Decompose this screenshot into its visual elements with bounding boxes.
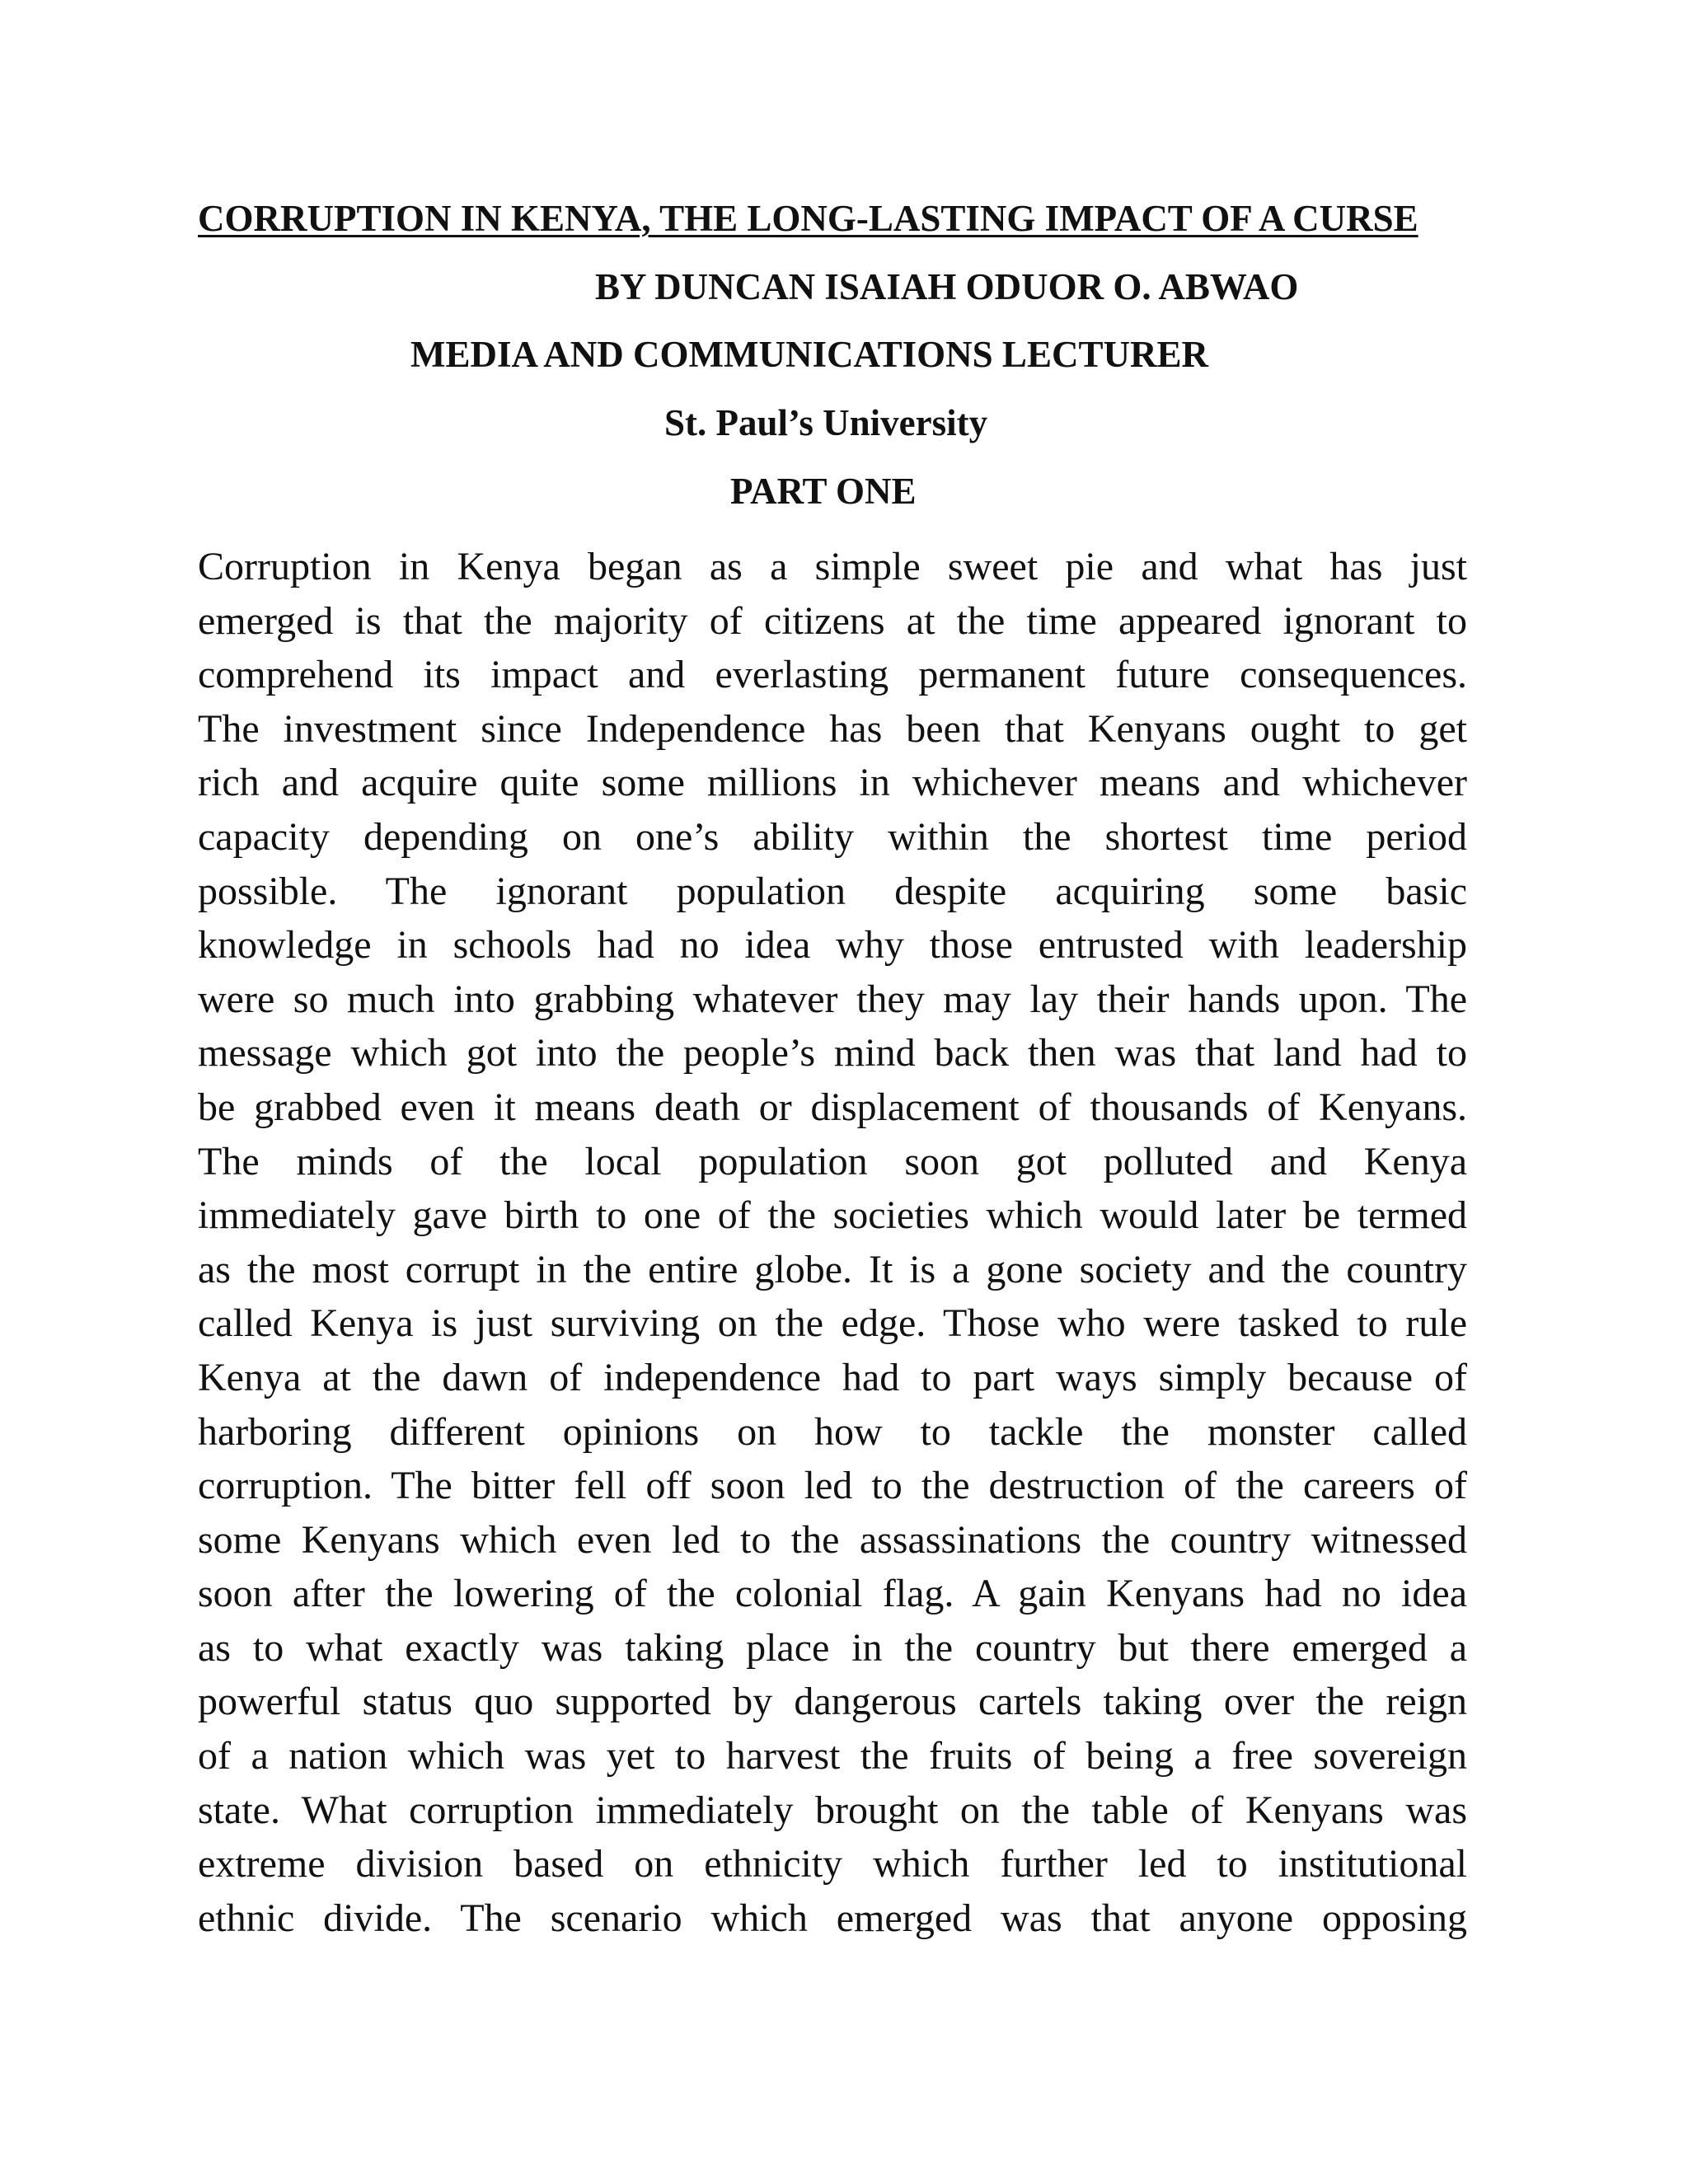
body-line: The investment since Independence has been that Kenyans ought to get — [198, 706, 1467, 751]
body-line: knowledge in schools had no idea why those entrusted with leadership — [198, 923, 1467, 968]
body-line: emerged is that the majority of citizens at the time appeared ignorant to — [198, 598, 1467, 643]
body-line: The minds of the local population soon got polluted and Kenya — [198, 1139, 1467, 1183]
body-line: rich and acquire quite some millions in whichever means and whichever — [198, 761, 1467, 805]
body-line: state. What corruption immediately brought on the table of Kenyans was — [198, 1788, 1467, 1832]
body-line: as to what exactly was taking place in the country but there emerged a — [198, 1625, 1467, 1670]
author-role: MEDIA AND COMMUNICATIONS LECTURER — [410, 334, 1208, 375]
author-byline: BY DUNCAN ISAIAH ODUOR O. ABWAO — [595, 266, 1299, 307]
body-line: extreme division based on ethnicity which further led to institutional — [198, 1842, 1467, 1886]
body-line: immediately gave birth to one of the societies which would later be termed — [198, 1193, 1467, 1238]
body-line: some Kenyans which even led to the assassinations the country witnessed — [198, 1517, 1467, 1562]
body-line: of a nation which was yet to harvest the fruits of being a free sovereign — [198, 1734, 1467, 1779]
body-line: were so much into grabbing whatever they may lay their hands upon. The — [198, 977, 1467, 1021]
body-line: be grabbed even it means death or displacement of thousands of Kenyans. — [198, 1085, 1467, 1129]
body-line: Corruption in Kenya began as a simple sweet pie and what has just — [198, 545, 1467, 588]
part-heading: PART ONE — [730, 471, 917, 512]
body-line: powerful status quo supported by dangerous cartels taking over the reign — [198, 1680, 1467, 1724]
body-line: capacity depending on one’s ability within the shortest time period — [198, 814, 1467, 859]
document-title: CORRUPTION IN KENYA, THE LONG-LASTING IMPACT OF A CURSE — [198, 198, 1418, 239]
body-line: soon after the lowering of the colonial flag. A gain Kenyans had no idea — [198, 1572, 1467, 1616]
body-line: comprehend its impact and everlasting permanent future consequences. — [198, 653, 1467, 697]
body-line: message which got into the people’s mind back then was that land had to — [198, 1031, 1467, 1076]
body-paragraph — [198, 540, 1467, 1945]
body-line: ethnic divide. The scenario which emerged was that anyone opposing — [198, 1896, 1467, 1940]
body-line: possible. The ignorant population despite acquiring some basic — [198, 869, 1467, 913]
author-university: St. Paul’s University — [664, 402, 988, 443]
body-line: Kenya at the dawn of independence had to part ways simply because of — [198, 1355, 1467, 1399]
body-line: harboring different opinions on how to tackle the monster called — [198, 1409, 1467, 1454]
body-line: called Kenya is just surviving on the edge. Those who were tasked to rule — [198, 1301, 1467, 1346]
body-line: as the most corrupt in the entire globe. It is a gone society and the country — [198, 1247, 1467, 1291]
body-line: corruption. The bitter fell off soon led to the destruction of the careers of — [198, 1464, 1467, 1508]
